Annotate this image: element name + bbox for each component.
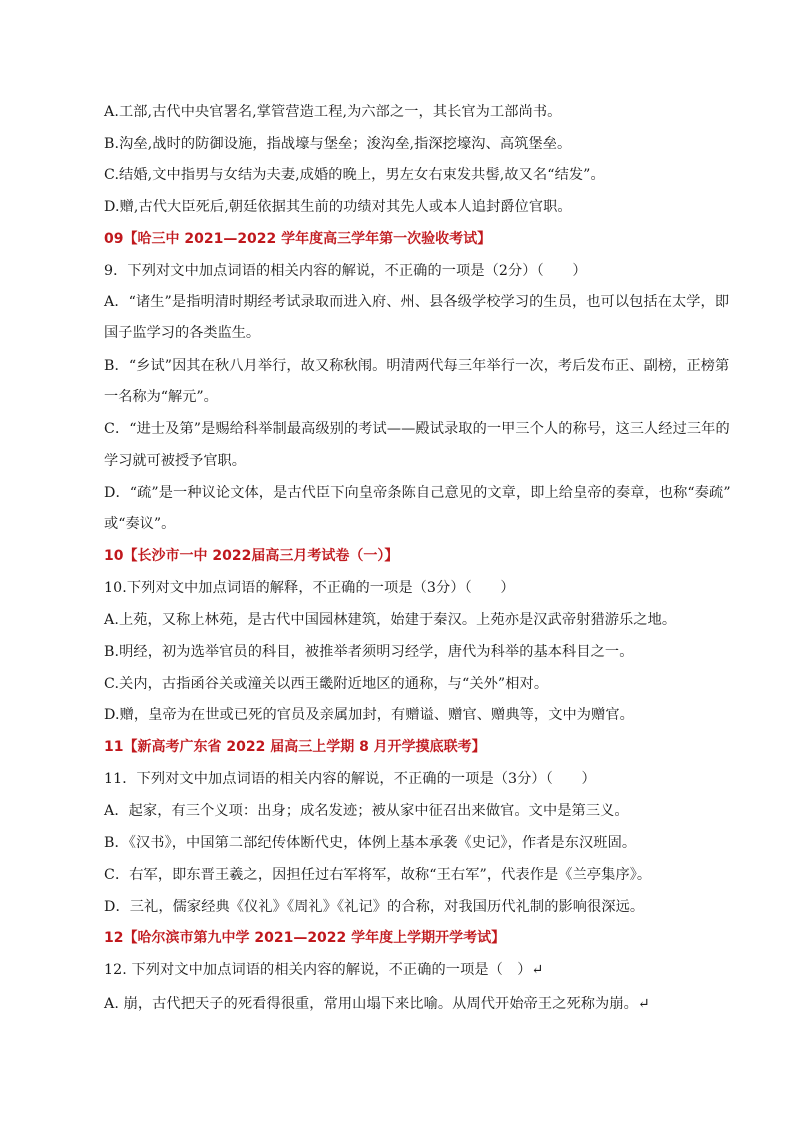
question-9-option-a: A．“诸生”是指明清时期经考试录取而进入府、州、县各级学校学习的生员，也可以包括在太学，即 bbox=[104, 294, 730, 310]
question-9-option-b-cont: 一名称为“解元”。 bbox=[104, 389, 218, 405]
option-d-zeng: D.赠,古代大臣死后,朝廷依据其生前的功绩对其先人或本人追封爵位官职。 bbox=[104, 199, 572, 215]
question-12-heading: 12【哈尔滨市第九中学 2021—2022 学年度上学期开学考试】 bbox=[104, 930, 506, 946]
option-c-jiehun: C.结婚,文中指男与女结为夫妻,成婚的晚上，男左女右束发共髻,故又名“结发”。 bbox=[104, 167, 605, 183]
question-10-option-a: A.上苑，又称上林苑，是古代中国园林建筑，始建于秦汉。上苑亦是汉武帝射猎游乐之地。 bbox=[104, 612, 677, 628]
question-10-option-d: D.赠，皇帝为在世或已死的官员及亲属加封，有赠谥、赠官、赠典等，文中为赠官。 bbox=[104, 707, 634, 723]
question-9-heading: 09【哈三中 2021—2022 学年度高三学年第一次验收考试】 bbox=[104, 231, 492, 247]
question-12-option-a: A. 崩，古代把天子的死看得很重，常用山塌下来比喻。从周代开始帝王之死称为崩。↵ bbox=[104, 996, 650, 1012]
question-11-heading: 11【新高考广东省 2022 届高三上学期 8 月开学摸底联考】 bbox=[104, 739, 486, 755]
question-9-option-d-cont: 或“奏议”。 bbox=[104, 516, 176, 532]
option-b-goulei: B.沟垒,战时的防御设施，指战壕与堡垒；浚沟垒,指深挖壕沟、高筑堡垒。 bbox=[104, 136, 572, 152]
question-11-option-d: D．三礼，儒家经典《仪礼》《周礼》《礼记》的合称，对我国历代礼制的影响很深远。 bbox=[104, 899, 645, 915]
question-10-option-c: C.关内，古指函谷关或潼关以西王畿附近地区的通称，与“关外”相对。 bbox=[104, 676, 549, 692]
option-a-gongbu: A.工部,古代中央官署名,掌管营造工程,为六部之一，其长官为工部尚书。 bbox=[104, 104, 562, 120]
question-11-option-c: C．右军，即东晋王羲之，因担任过右军将军，故称“王右军”，代表作是《兰亭集序》。 bbox=[104, 867, 652, 883]
question-9-option-c: C．“进士及第”是赐给科举制最高级别的考试——殿试录取的一甲三个人的称号，这三人经过三年的 bbox=[104, 421, 730, 437]
question-9-option-c-cont: 学习就可被授予官职。 bbox=[104, 453, 246, 469]
question-10-heading: 10【长沙市一中 2022届高三月考试卷（一）】 bbox=[104, 548, 399, 564]
question-9-stem: 9．下列对文中加点词语的相关内容的解说，不正确的一项是（2分）（ ） bbox=[104, 263, 587, 279]
question-9-option-b: B．“乡试”因其在秋八月举行，故又称秋闱。明清两代每三年举行一次，考后发布正、副榜，正榜第 bbox=[104, 358, 730, 374]
question-12-stem: 12. 下列对文中加点词语的相关内容的解说，不正确的一项是（ ）↵ bbox=[104, 962, 544, 978]
question-11-stem: 11．下列对文中加点词语的相关内容的解说，不正确的一项是（3分）（ ） bbox=[104, 771, 596, 787]
question-9-option-d: D．“疏”是一种议论文体，是古代臣下向皇帝条陈自己意见的文章，即上给皇帝的奏章，也称“奏疏” bbox=[104, 485, 731, 501]
question-10-stem: 10.下列对文中加点词语的解释，不正确的一项是（3分）（ ） bbox=[104, 580, 515, 596]
question-9-option-a-cont: 国子监学习的各类监生。 bbox=[104, 325, 261, 341]
question-10-option-b: B.明经，初为选举官员的科目，被推举者须明习经学，唐代为科举的基本科目之一。 bbox=[104, 644, 634, 660]
question-11-option-b: B．《汉书》，中国第二部纪传体断代史，体例上基本承袭《史记》，作者是东汉班固。 bbox=[104, 835, 637, 851]
question-11-option-a: A．起家，有三个义项：出身；成名发迹；被从家中征召出来做官。文中是第三义。 bbox=[104, 803, 629, 819]
